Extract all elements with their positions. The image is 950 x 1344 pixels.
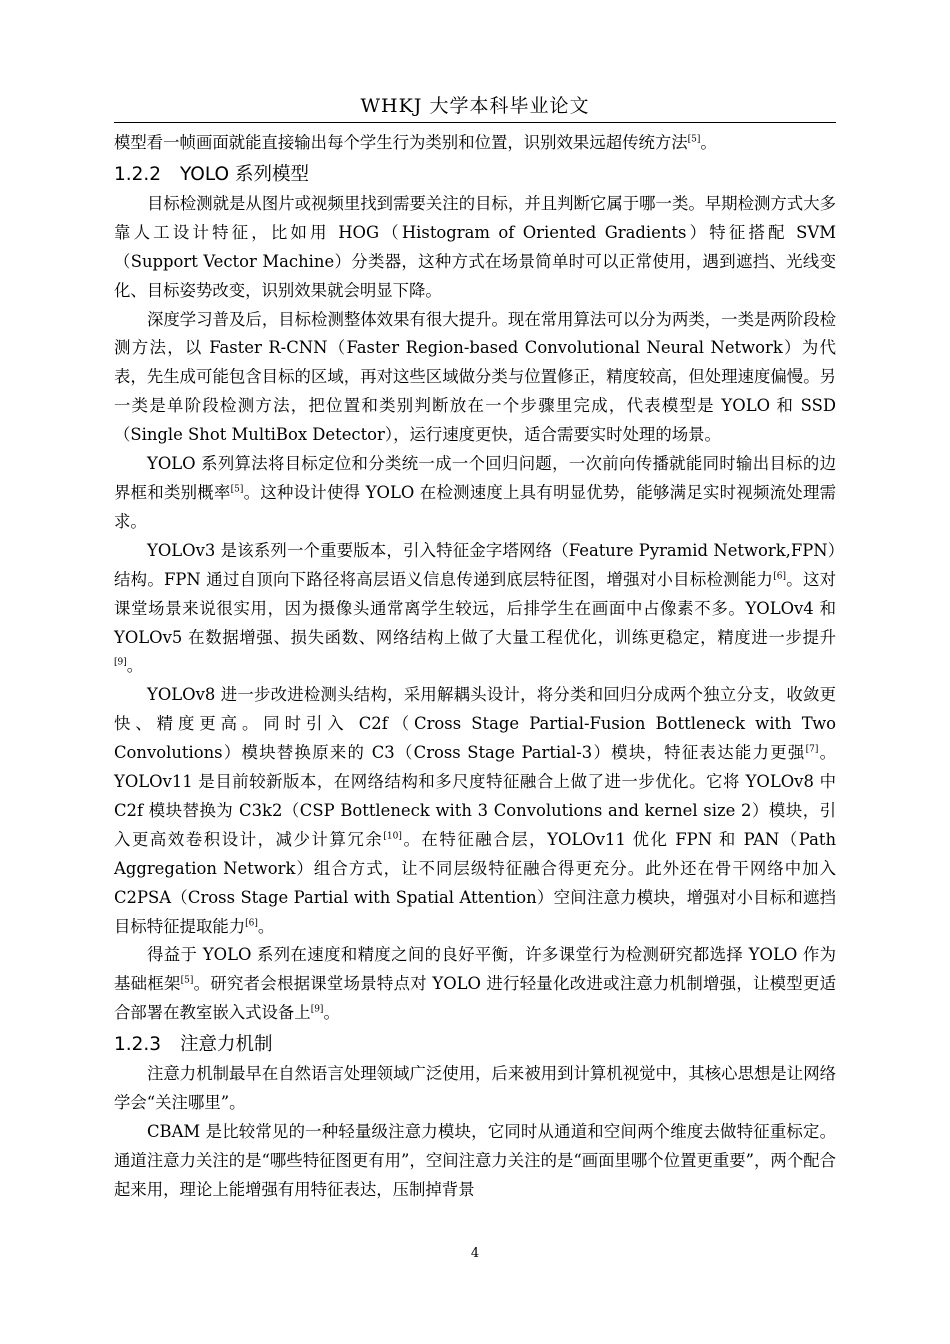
header-rule xyxy=(114,122,836,123)
section-heading-1-2-3 xyxy=(114,1030,836,1060)
citation: [6] xyxy=(245,918,258,929)
section-title: YOLO 系列模型 xyxy=(180,163,309,185)
citation: [9] xyxy=(310,1004,324,1015)
text-run: 。 xyxy=(323,1003,340,1023)
page-header: WHKJ 大学本科毕业论文 xyxy=(360,95,590,117)
section-title: 注意力机制 xyxy=(180,1034,273,1056)
text-run: 。这对课堂场景来说很实用，因为摄像头通常离学生较远，后排学生在画面中占像素不多。YOLOv4 和 YOLOv5 在数据增强、损失函数、网络结构上做了大量工程优化，训练更稳定，精度进一步提升 xyxy=(114,569,837,647)
citation: [6] xyxy=(773,571,786,582)
text-run: 目标检测就是从图片或视频里找到需要关注的目标，并且判断它属于哪一类。早期检测方式大多靠人工设计特征，比如用 HOG（Histogram of Oriented Gradients）特征搭配 SVM（Support Vector Machine）分类器，这种方式在场景简单时可以正常使用，遇到遮挡、光线变化、目标姿势改变，识别效果就会明显下降。 xyxy=(114,193,836,300)
text-run: 注意力机制最早在自然语言处理领域广泛使用，后来被用到计算机视觉中，其核心思想是让网络学会“关注哪里”。 xyxy=(114,1064,836,1113)
section-number: 1.2.2 xyxy=(114,163,162,185)
text-run: 。研究者会根据课堂场景特点对 YOLO 进行轻量化改进或注意力机制增强，让模型更适合部署在教室嵌入式设备上 xyxy=(114,974,837,1023)
text-run: 得益于 YOLO 系列在速度和精度之间的良好平衡，许多课堂行为检测研究都选择 YOLO 作为基础框架 xyxy=(114,945,836,994)
page-number: 4 xyxy=(470,1246,480,1261)
text-run: YOLOv3 是该系列一个重要版本，引入特征金字塔网络（Feature Pyramid Network,FPN）结构。FPN 通过自顶向下路径将高层语义信息传递到底层特征图，增强对小目标检测能力 xyxy=(114,540,836,589)
citation: [5] xyxy=(687,134,701,145)
paragraph xyxy=(114,306,836,451)
text-run: 。 xyxy=(126,656,144,676)
text-run: 。 xyxy=(257,916,275,936)
paragraph xyxy=(114,681,836,941)
citation: [5] xyxy=(180,975,194,986)
text-run: 。在特征融合层，YOLOv11 优化 FPN 和 PAN（Path Aggregation Network）组合方式，让不同层级特征融合得更充分。此外还在骨干网络中加入 C2PSA（Cross Stage Partial with Spatial Attention）空间注意力模块，增强对小目标和遮挡目标特征提取能力 xyxy=(114,829,837,936)
section-number: 1.2.3 xyxy=(114,1034,162,1056)
citation: [7] xyxy=(805,744,819,755)
citation: [10] xyxy=(383,831,402,842)
paragraph xyxy=(114,941,836,1028)
page-body xyxy=(114,129,836,1205)
paragraph xyxy=(114,450,836,537)
paragraph-continued xyxy=(114,129,836,158)
paragraph xyxy=(114,1060,836,1118)
text-run: CBAM 是比较常见的一种轻量级注意力模块，它同时从通道和空间两个维度去做特征重标定。通道注意力关注的是“哪些特征图更有用”，空间注意力关注的是“画面里哪个位置更重要”，两个配合起来用，理论上能增强有用特征表达，压制掉背景 xyxy=(114,1122,836,1199)
text-run: YOLO 系列算法将目标定位和分类统一成一个回归问题，一次前向传播就能同时输出目标的边界框和类别概率 xyxy=(114,454,836,502)
paragraph xyxy=(114,537,836,682)
paragraph xyxy=(114,190,836,306)
citation: [5] xyxy=(230,484,244,495)
text-run: YOLOv8 进一步改进检测头结构，采用解耦头设计，将分类和回归分成两个独立分支，收敛更快、精度更高。同时引入 C2f（Cross Stage Partial-Fusion Bottleneck with Two Convolutions）模块替换原来的 C3（Cross Stage Partial-3）模块，特征表达能力更强 xyxy=(114,685,836,763)
text-run: 模型看一帧画面就能直接输出每个学生行为类别和位置，识别效果远超传统方法 xyxy=(114,133,688,152)
text-run: 。这种设计使得 YOLO 在检测速度上具有明显优势，能够满足实时视频流处理需求。 xyxy=(114,482,837,531)
citation: [9] xyxy=(114,657,127,668)
section-heading-1-2-2 xyxy=(114,160,836,190)
text-run: 深度学习普及后，目标检测整体效果有很大提升。现在常用算法可以分为两类，一类是两阶段检测方法，以 Faster R-CNN（Faster Region-based Convolutional Neural Network）为代表，先生成可能包含目标的区域，再对这些区域做分类与位置修正，精度较高，但处理速度偏慢。另一类是单阶段检测方法，把位置和类别判断放在一个步骤里完成，代表模型是 YOLO 和 SSD（Single Shot MultiBox Detector），运行速度更快，适合需要实时处理的场景。 xyxy=(114,309,836,445)
text-run: 。 xyxy=(700,133,717,152)
text-run: 。YOLOv11 是目前较新版本，在网络结构和多尺度特征融合上做了进一步优化。它将 YOLOv8 中 C2f 模块替换为 C3k2（CSP Bottleneck with 3 Convolutions and kernel size 2）模块，引入更高效卷积设计，减少计算冗余 xyxy=(114,743,837,849)
paragraph xyxy=(114,1118,836,1205)
